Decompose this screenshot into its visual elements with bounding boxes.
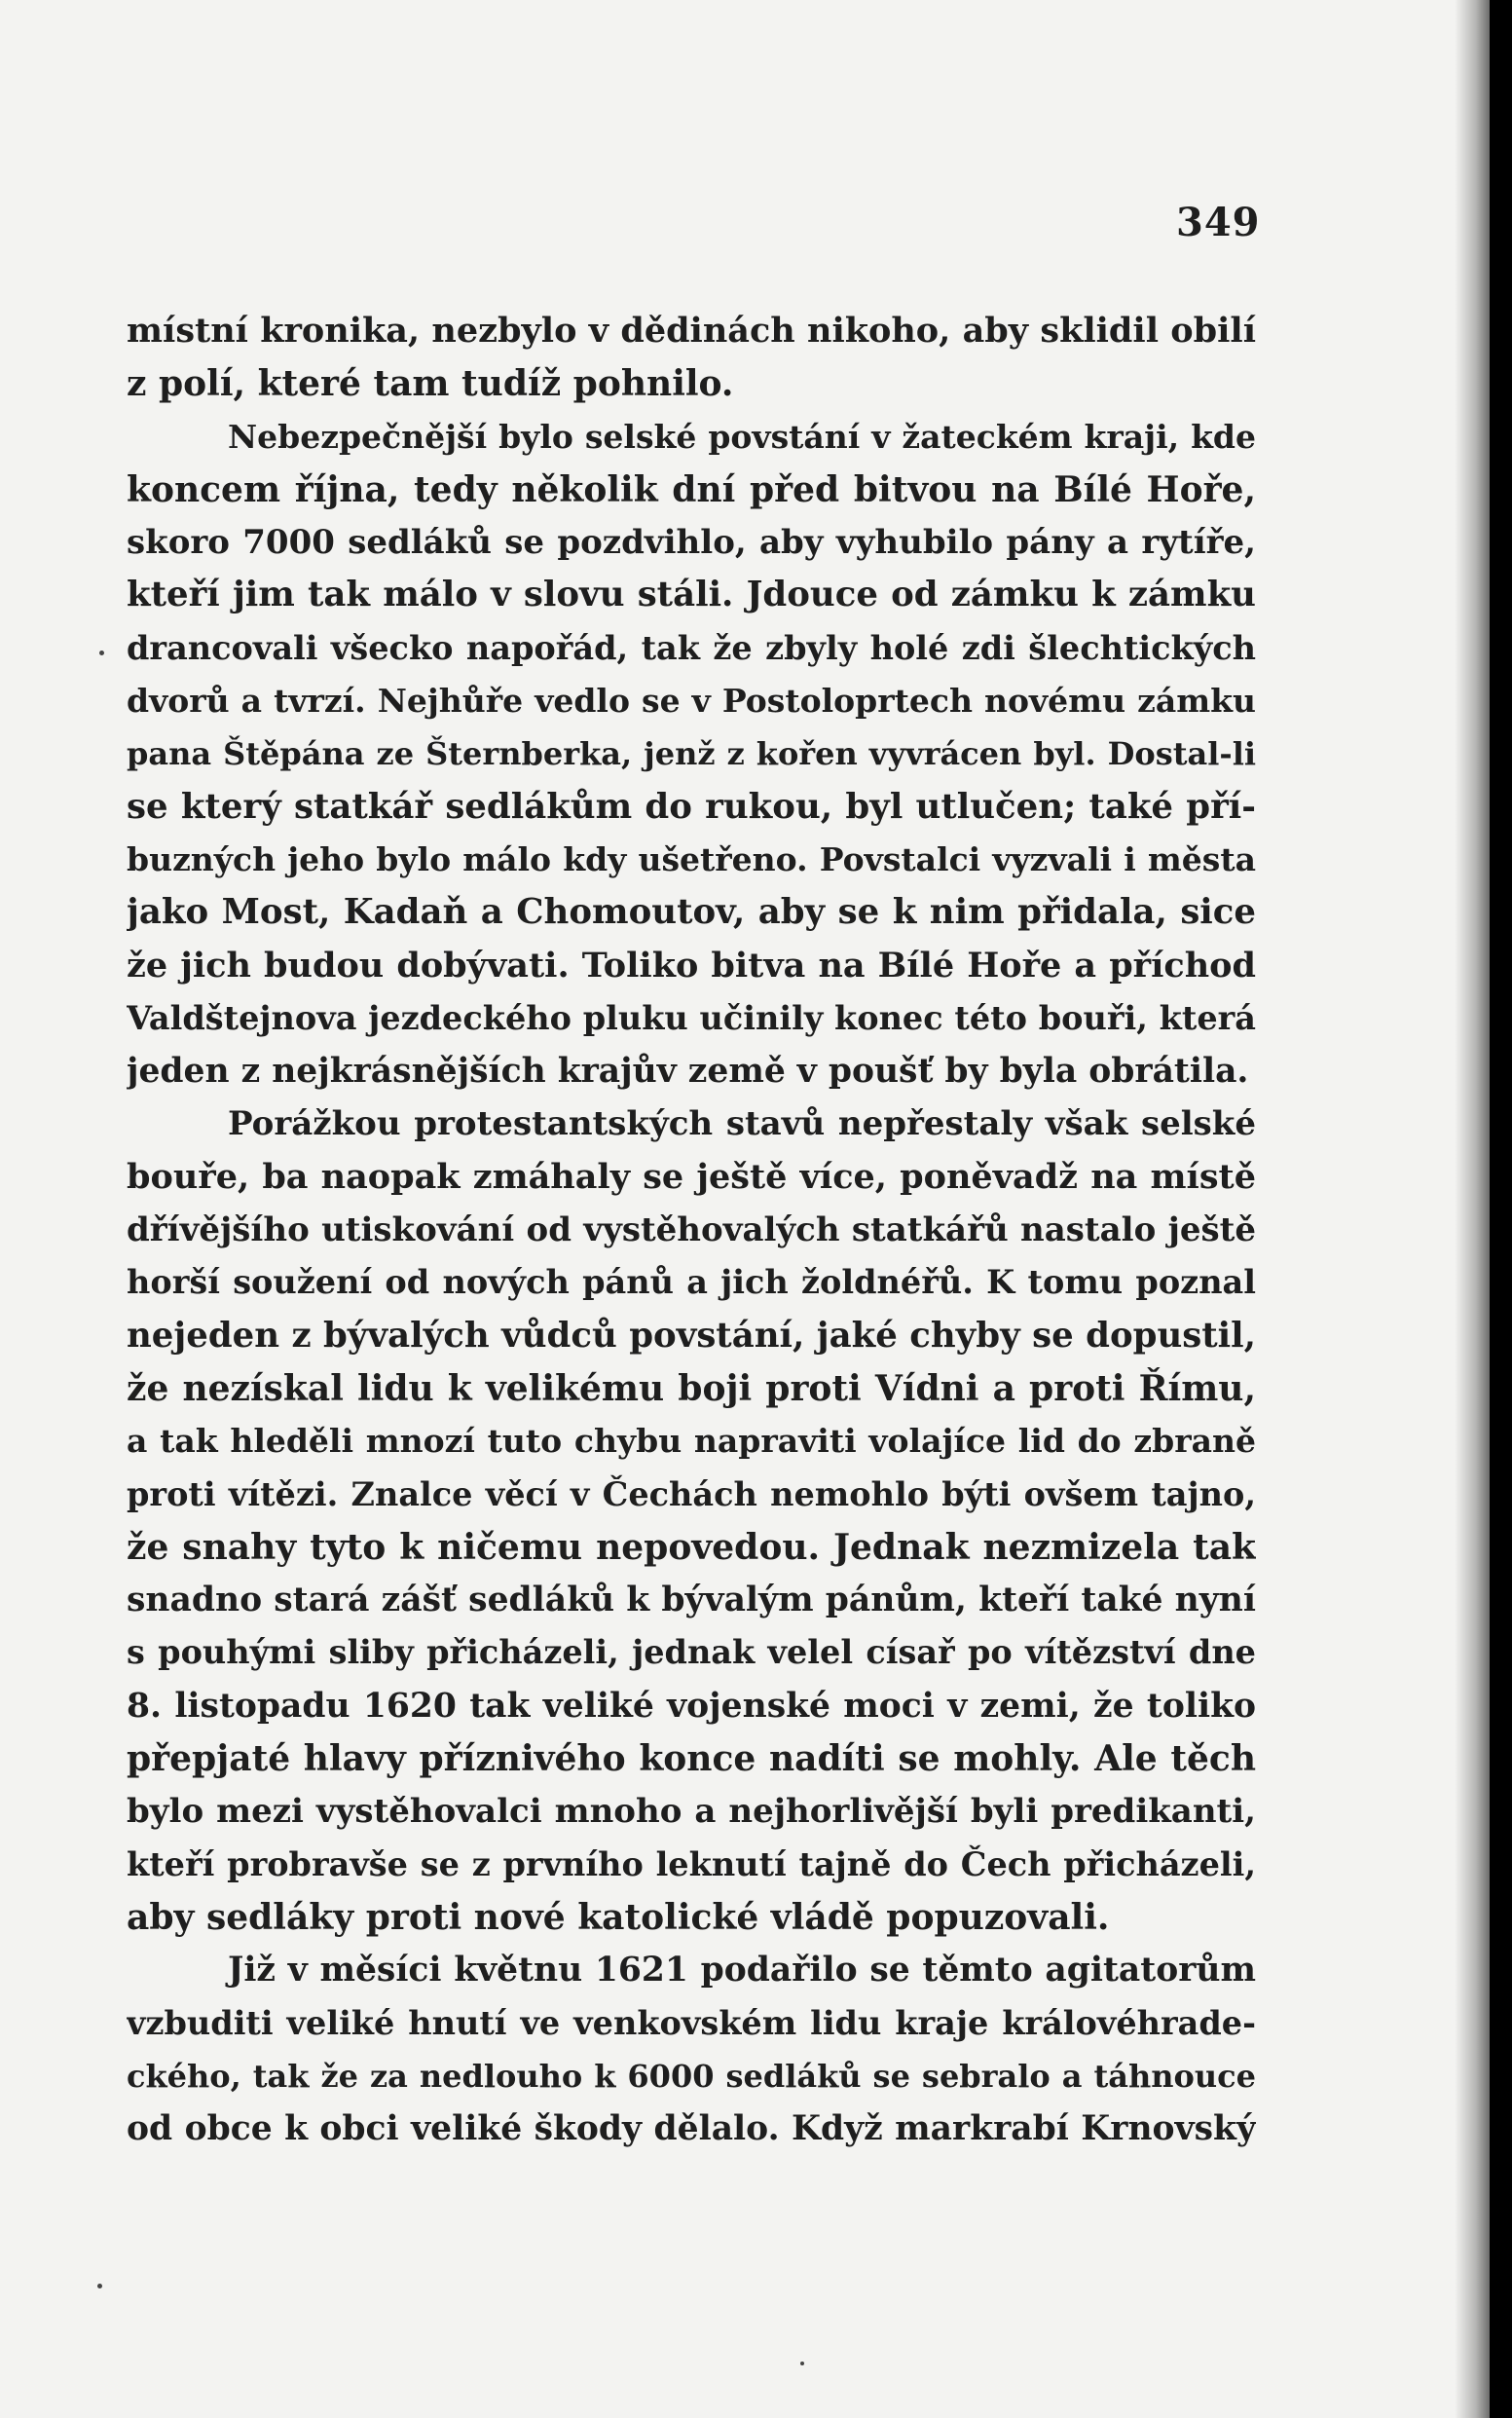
text-line: kteří jim tak málo v slovu stáli. Jdouce od zámku k zámku — [127, 575, 1256, 615]
text-line: Již v měsíci květnu 1621 podařilo se těmto agitatorům — [228, 1951, 1256, 1990]
text-line: kteří probravše se z prvního leknutí tajně do Čech přicházeli, — [127, 1844, 1256, 1883]
text-line: vzbuditi veliké hnutí ve venkovském lidu kraje královéhrade- — [127, 2003, 1256, 2042]
text-line: s pouhými sliby přicházeli, jednak velel císař po vítězství dne — [127, 1633, 1256, 1672]
text-line: skoro 7000 sedláků se pozdvihlo, aby vyhubilo pány a rytíře, — [127, 523, 1256, 563]
margin-speck — [800, 2362, 804, 2365]
text-line: Porážkou protestantských stavů nepřestaly však selské — [228, 1104, 1256, 1144]
text-line: proti vítězi. Znalce věcí v Čechách nemohlo býti ovšem tajno, — [127, 1474, 1256, 1513]
text-line: se který statkář sedlákům do rukou, byl utlučen; také pří- — [127, 786, 1256, 827]
text-line: Nebezpečnější bylo selské povstání v žateckém kraji, kde — [228, 417, 1256, 456]
body-text — [127, 305, 1256, 2155]
text-line: a tak hleděli mnozí tuto chybu napraviti volajíce lid do zbraně — [127, 1422, 1256, 1461]
text-line: dvorů a tvrzí. Nejhůře vedlo se v Postoloprtech novému zámku — [127, 682, 1256, 721]
text-line: horší soužení od nových pánů a jich žoldnéřů. K tomu poznal — [127, 1263, 1256, 1302]
text-line: aby sedláky proti nové katolické vládě popuzovali. — [127, 1896, 1110, 1938]
text-line: nejeden z bývalých vůdců povstání, jaké chyby se dopustil, — [127, 1315, 1256, 1356]
text-line: snadno stará zášť sedláků k bývalým pánům, kteří také nyní — [127, 1581, 1256, 1620]
text-line: že jich budou dobývati. Toliko bitva na Bílé Hoře a příchod — [127, 945, 1256, 986]
text-line: z polí, které tam tudíž pohnilo. — [127, 363, 734, 405]
text-line: koncem října, tedy několik dní před bitvou na Bílé Hoře, — [127, 468, 1256, 510]
text-line: bouře, ba naopak zmáhaly se ještě více, poněvadž na místě — [127, 1156, 1256, 1197]
text-line: přepjaté hlavy příznivého konce nadíti se mohly. Ale těch — [127, 1738, 1256, 1780]
text-line: jeden z nejkrásnějších krajův země v poušť by byla obrátila. — [127, 1052, 1249, 1092]
text-line: jako Most, Kadaň a Chomoutov, aby se k nim přidala, sice — [127, 892, 1256, 933]
text-line: pana Štěpána ze Šternberka, jenž z kořen vyvrácen byl. Dostal-li — [127, 735, 1256, 773]
text-line: ckého, tak že za nedlouho k 6000 sedláků se sebralo a táhnouce — [127, 2057, 1256, 2095]
page-number: 349 — [1176, 200, 1261, 245]
page-edge-shadow — [1455, 0, 1490, 2418]
margin-speck — [97, 2284, 102, 2288]
text-line: Valdštejnova jezdeckého pluku učinily konec této bouři, která — [127, 998, 1256, 1037]
text-line: místní kronika, nezbylo v dědinách nikoho, aby sklidil obilí — [127, 311, 1256, 351]
margin-speck — [99, 651, 104, 655]
text-line: buzných jeho bylo málo kdy ušetřeno. Povstalci vyzvali i města — [127, 839, 1256, 878]
text-line: že nezískal lidu k velikému boji proti Vídni a proti Římu, — [127, 1367, 1256, 1409]
text-line: bylo mezi vystěhovalci mnoho a nejhorlivější byli predikanti, — [127, 1792, 1256, 1832]
text-line: od obce k obci veliké škody dělalo. Když markrabí Krnovský — [127, 2109, 1256, 2149]
text-line: dřívějšího utiskování od vystěhovalých statkářů nastalo ještě — [127, 1210, 1256, 1250]
text-line: drancovali všecko napořád, tak že zbyly holé zdi šlechtických — [127, 628, 1256, 667]
text-line: že snahy tyto k ničemu nepovedou. Jednak nezmizela tak — [127, 1526, 1256, 1568]
text-line: 8. listopadu 1620 tak veliké vojenské moci v zemi, že toliko — [127, 1686, 1256, 1726]
